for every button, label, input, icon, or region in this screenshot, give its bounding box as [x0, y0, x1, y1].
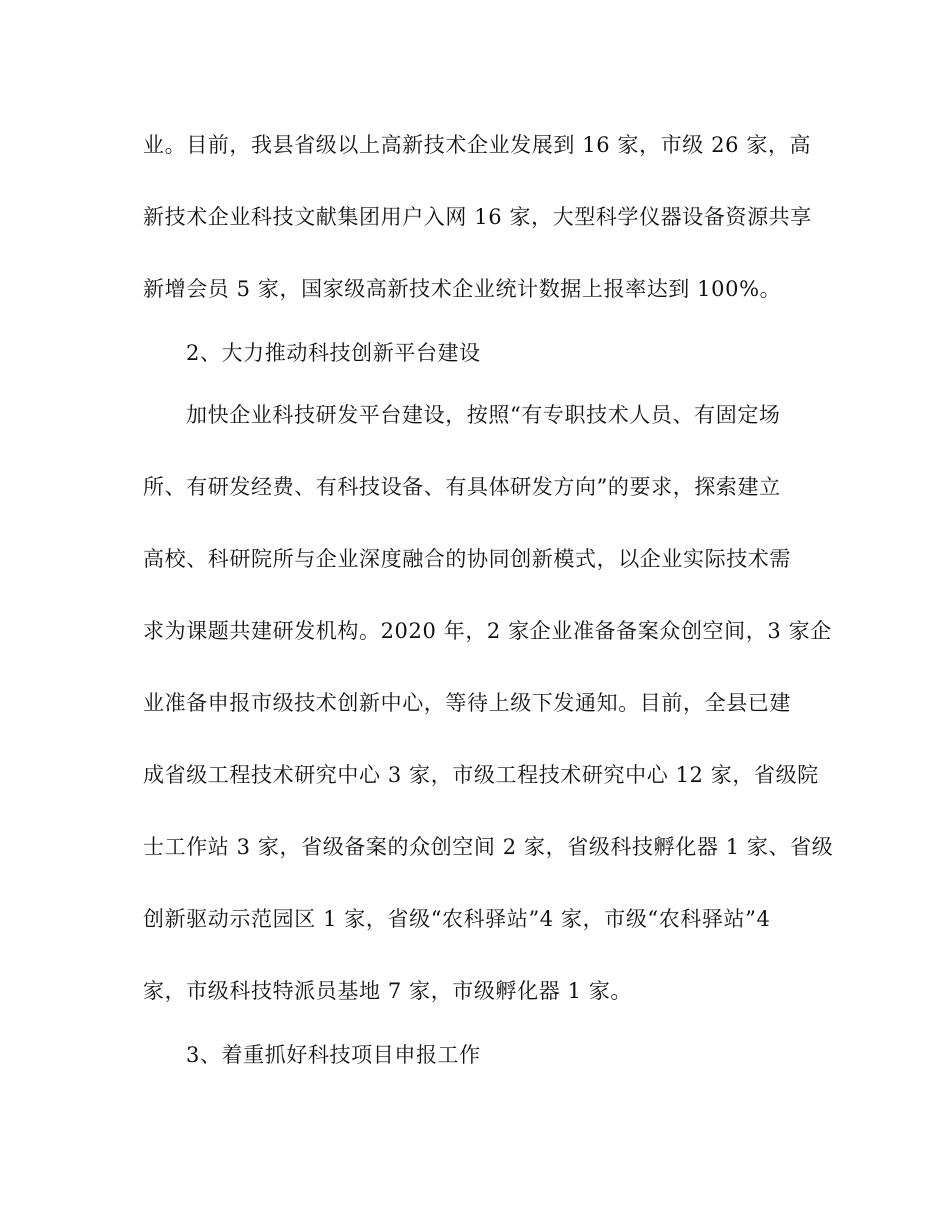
paragraph-line: 新技术企业科技文献集团用户入网 16 家，大型科学仪器设备资源共享 — [143, 205, 812, 229]
paragraph-line: 新增会员 5 家，国家级高新技术企业统计数据上报率达到 100%。 — [143, 277, 782, 301]
section-heading: 2、大力推动科技创新平台建设 — [186, 341, 481, 365]
paragraph-line: 成省级工程技术研究中心 3 家，市级工程技术研究中心 12 家，省级院 — [143, 763, 819, 787]
section-heading: 3、着重抓好科技项目申报工作 — [186, 1043, 481, 1067]
paragraph-line: 加快企业科技研发平台建设，按照“有专职技术人员、有固定场 — [186, 403, 781, 427]
paragraph-line: 家，市级科技特派员基地 7 家，市级孵化器 1 家。 — [143, 979, 633, 1003]
paragraph-line: 创新驱动示范园区 1 家，省级“农科驿站”4 家，市级“农科驿站”4 — [143, 907, 771, 931]
paragraph-line: 业。目前，我县省级以上高新技术企业发展到 16 家，市级 26 家，高 — [143, 133, 812, 157]
paragraph-line: 求为课题共建研发机构。2020 年，2 家企业准备备案众创空间，3 家企 — [143, 619, 832, 643]
paragraph-line: 所、有研发经费、有科技设备、有具体研发方向”的要求，探索建立 — [143, 475, 781, 499]
paragraph-line: 高校、科研院所与企业深度融合的协同创新模式，以企业实际技术需 — [143, 547, 791, 571]
paragraph-line: 业准备申报市级技术创新中心，等待上级下发通知。目前，全县已建 — [143, 691, 791, 715]
paragraph-line: 士工作站 3 家，省级备案的众创空间 2 家，省级科技孵化器 1 家、省级 — [143, 835, 834, 859]
